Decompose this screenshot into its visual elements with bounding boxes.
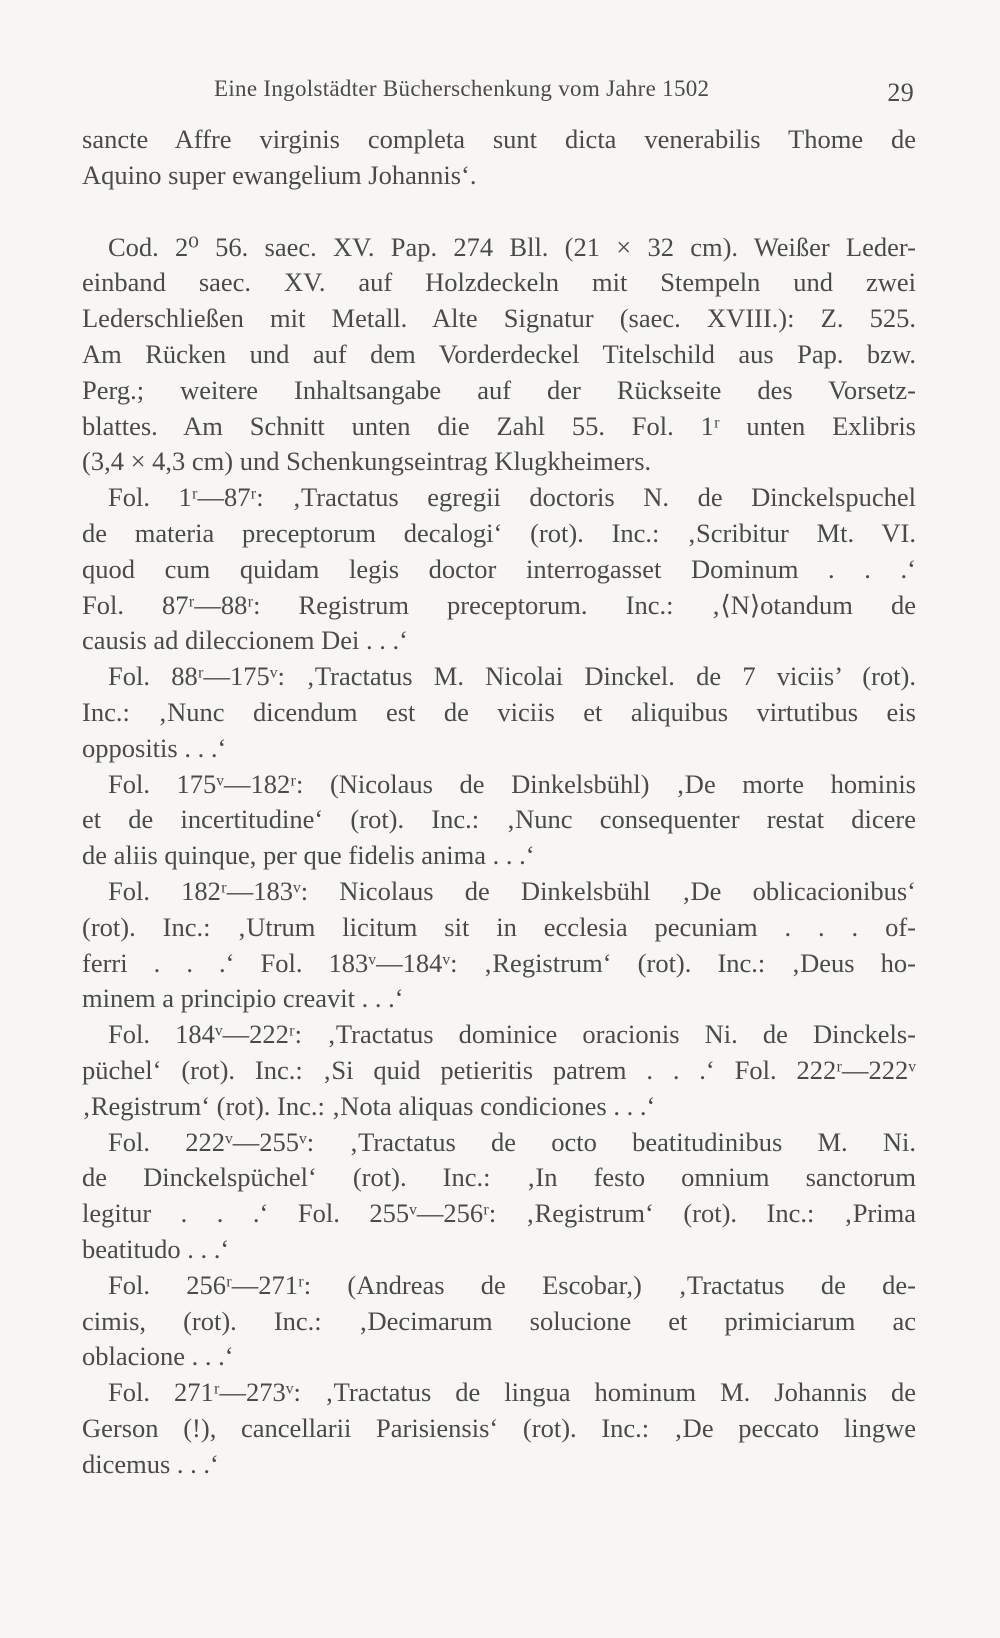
text-line: de materia preceptorum decalogi‘ (rot). Inc.: ‚Scribitur Mt. VI. xyxy=(82,517,916,548)
text-line: Cod. 2⁰ 56. saec. XV. Pap. 274 Bll. (21 × 32 cm). Weißer Leder- xyxy=(108,231,916,262)
text-line: beatitudo . . .‘ xyxy=(82,1233,230,1264)
text-line: ‚Registrum‘ (rot). Inc.: ‚Nota aliquas condiciones . . .‘ xyxy=(82,1090,656,1121)
text-line: Perg.; weitere Inhaltsangabe auf der Rückseite des Vorsetz- xyxy=(82,374,916,405)
paragraph xyxy=(82,1268,916,1375)
text-line: Inc.: ‚Nunc dicendum est de viciis et aliquibus virtutibus eis xyxy=(82,696,916,727)
text-line: et de incertitudine‘ (rot). Inc.: ‚Nunc consequenter restat dicere xyxy=(82,804,916,835)
running-title: Eine Ingolstädter Bücherschenkung vom Jahre 1502 xyxy=(214,76,710,101)
text-line: legitur . . .‘ Fol. 255ᵛ—256ʳ: ‚Registrum‘ (rot). Inc.: ‚Prima xyxy=(82,1198,916,1229)
text-line: Am Rücken und auf dem Vorderdeckel Titelschild aus Pap. bzw. xyxy=(82,338,916,369)
text-line: Fol. 271ʳ—273ᵛ: ‚Tractatus de lingua hominum M. Johannis de xyxy=(108,1377,916,1408)
paragraph xyxy=(82,659,916,766)
text-line: de aliis quinque, per que fidelis anima . . .‘ xyxy=(82,840,535,871)
text-line: oppositis . . .‘ xyxy=(82,732,227,763)
text-line: causis ad dileccionem Dei . . .‘ xyxy=(82,625,408,656)
text-line: Aquino super ewangelium Johannis‘. xyxy=(82,159,477,190)
paragraph-gap xyxy=(82,194,916,230)
paragraph xyxy=(82,767,916,874)
text-line: Gerson (!), cancellarii Parisiensis‘ (rot). Inc.: ‚De peccato lingwe xyxy=(82,1412,916,1443)
text-line: de Dinckelspüchel‘ (rot). Inc.: ‚In festo omnium sanctorum xyxy=(82,1162,916,1193)
text-line: blattes. Am Schnitt unten die Zahl 55. Fol. 1ʳ unten Exlibris xyxy=(82,410,916,441)
text-line: Fol. 182ʳ—183ᵛ: Nicolaus de Dinkelsbühl ‚De oblicacionibus‘ xyxy=(108,875,916,906)
text-line: (3,4 × 4,3 cm) und Schenkungseintrag Klugkheimers. xyxy=(82,446,652,477)
text-line: Fol. 87ʳ—88ʳ: Registrum preceptorum. Inc.: ‚⟨N⟩otandum de xyxy=(82,589,916,620)
text-line: quod cum quidam legis doctor interrogasset Dominum . . .‘ xyxy=(82,553,916,584)
text-line: ferri . . .‘ Fol. 183ᵛ—184ᵛ: ‚Registrum‘ (rot). Inc.: ‚Deus ho- xyxy=(82,947,916,978)
text-line: sancte Affre virginis completa sunt dicta venerabilis Thome de xyxy=(82,124,916,154)
text-line: (rot). Inc.: ‚Utrum licitum sit in ecclesia pecuniam . . . of- xyxy=(82,911,916,942)
page-number: 29 xyxy=(887,78,914,107)
text-line: Fol. 256ʳ—271ʳ: (Andreas de Escobar,) ‚Tractatus de de- xyxy=(108,1269,916,1300)
text-line: minem a principio creavit . . .‘ xyxy=(82,983,404,1014)
text-line: püchel‘ (rot). Inc.: ‚Si quid petieritis patrem . . .‘ Fol. 222ʳ—222ᵛ xyxy=(82,1054,916,1085)
paragraph xyxy=(82,1375,916,1482)
paragraph xyxy=(82,230,916,481)
text-line: cimis, (rot). Inc.: ‚Decimarum solucione et primiciarum ac xyxy=(82,1305,916,1336)
paragraph xyxy=(82,1125,916,1268)
text-line: Fol. 184ᵛ—222ʳ: ‚Tractatus dominice oracionis Ni. de Dinckels- xyxy=(108,1019,916,1050)
text-line: Lederschließen mit Metall. Alte Signatur (saec. XVIII.): Z. 525. xyxy=(82,303,916,334)
paragraph xyxy=(82,480,916,659)
paragraph xyxy=(82,1017,916,1124)
text-line: Fol. 88ʳ—175ᵛ: ‚Tractatus M. Nicolai Dinckel. de 7 viciis’ (rot). xyxy=(108,661,916,692)
text-line: Fol. 175ᵛ—182ʳ: (Nicolaus de Dinkelsbühl) ‚De morte hominis xyxy=(108,768,916,799)
running-head xyxy=(82,72,914,106)
text-line: Fol. 222ᵛ—255ᵛ: ‚Tractatus de octo beatitudinibus M. Ni. xyxy=(108,1126,916,1157)
text-line: dicemus . . .‘ xyxy=(82,1448,219,1479)
text-line: oblacione . . .‘ xyxy=(82,1341,234,1372)
text-line: Fol. 1ʳ—87ʳ: ‚Tractatus egregii doctoris N. de Dinckelspuchel xyxy=(108,482,916,513)
body-text xyxy=(82,122,916,1482)
paragraph xyxy=(82,874,916,1017)
paragraph xyxy=(82,122,916,194)
text-line: einband saec. XV. auf Holzdeckeln mit Stempeln und zwei xyxy=(82,267,916,298)
